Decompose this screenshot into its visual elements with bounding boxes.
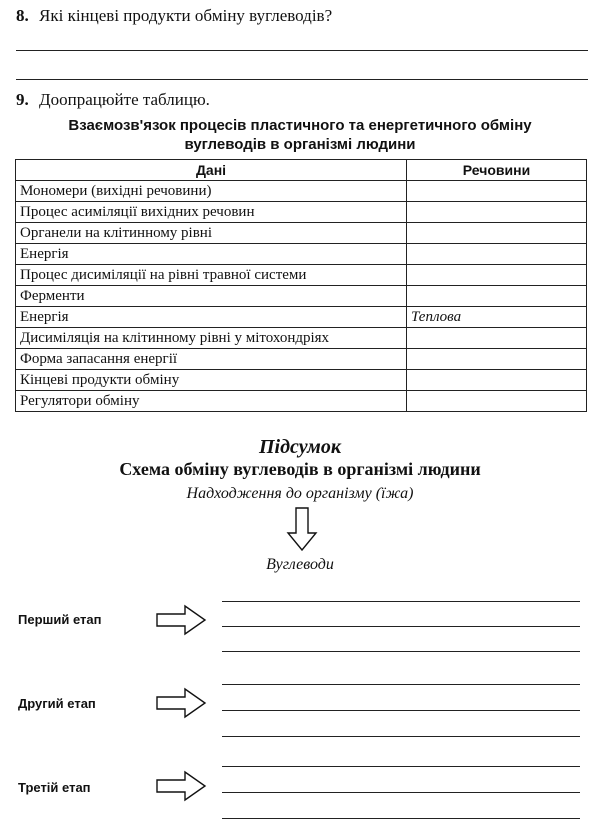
row-label: Енергія bbox=[16, 307, 407, 328]
row-answer-cell[interactable]: Теплова bbox=[407, 307, 587, 328]
answer-line-8-1[interactable] bbox=[16, 50, 588, 51]
table-row bbox=[16, 349, 587, 370]
intake-label: Надходження до організму (їжа) bbox=[186, 485, 414, 502]
table-row bbox=[16, 370, 587, 391]
column-header-data: Дані bbox=[16, 160, 407, 181]
stage-label-third: Третій етап bbox=[18, 780, 91, 795]
table-title-line-1: Взаємозв'язок процесів пластичного та енергетичного обміну bbox=[68, 117, 532, 134]
down-arrow-icon bbox=[287, 507, 317, 551]
table-row bbox=[16, 244, 587, 265]
answer-line-stage-1-1[interactable] bbox=[222, 601, 580, 602]
question-8 bbox=[16, 6, 332, 26]
table-row bbox=[16, 265, 587, 286]
row-answer-cell[interactable] bbox=[407, 202, 587, 223]
row-label: Мономери (вихідні речовини) bbox=[16, 181, 407, 202]
table-row bbox=[16, 391, 587, 412]
right-arrow-icon bbox=[156, 688, 206, 718]
row-label: Кінцеві продукти обміну bbox=[16, 370, 407, 391]
answer-line-stage-1-3[interactable] bbox=[222, 651, 580, 652]
row-answer-cell[interactable] bbox=[407, 286, 587, 307]
column-header-substances: Речовини bbox=[407, 160, 587, 181]
answer-line-stage-3-3[interactable] bbox=[222, 818, 580, 819]
question-9 bbox=[16, 90, 210, 110]
table-title-line-2: вуглеводів в організмі людини bbox=[184, 136, 416, 153]
table-row bbox=[16, 223, 587, 244]
table-header-row bbox=[16, 160, 587, 181]
summary-title: Підсумок bbox=[259, 436, 341, 458]
right-arrow-icon bbox=[156, 771, 206, 801]
table-row bbox=[16, 328, 587, 349]
answer-line-stage-2-2[interactable] bbox=[222, 710, 580, 711]
question-8-number: 8. bbox=[16, 6, 29, 25]
row-answer-cell[interactable] bbox=[407, 370, 587, 391]
row-answer-cell[interactable] bbox=[407, 265, 587, 286]
row-answer-cell[interactable] bbox=[407, 181, 587, 202]
row-answer-cell[interactable] bbox=[407, 223, 587, 244]
row-label: Процес дисиміляції на рівні травної системи bbox=[16, 265, 407, 286]
answer-line-8-2[interactable] bbox=[16, 79, 588, 80]
answer-line-stage-3-1[interactable] bbox=[222, 766, 580, 767]
answer-line-stage-1-2[interactable] bbox=[222, 626, 580, 627]
table-row bbox=[16, 307, 587, 328]
right-arrow-icon bbox=[156, 605, 206, 635]
metabolism-table bbox=[15, 159, 587, 412]
answer-line-stage-2-1[interactable] bbox=[222, 684, 580, 685]
row-answer-cell[interactable] bbox=[407, 349, 587, 370]
row-label: Форма запасання енергії bbox=[16, 349, 407, 370]
table-row bbox=[16, 202, 587, 223]
question-9-text: Доопрацюйте таблицю. bbox=[39, 90, 210, 109]
stage-label-second: Другий етап bbox=[18, 696, 96, 711]
row-label: Ферменти bbox=[16, 286, 407, 307]
row-label: Органели на клітинному рівні bbox=[16, 223, 407, 244]
row-answer-cell[interactable] bbox=[407, 391, 587, 412]
carbohydrates-label: Вуглеводи bbox=[266, 556, 334, 573]
scheme-title: Схема обміну вуглеводів в організмі людини bbox=[119, 459, 481, 479]
question-9-number: 9. bbox=[16, 90, 29, 109]
row-answer-cell[interactable] bbox=[407, 244, 587, 265]
answer-line-stage-3-2[interactable] bbox=[222, 792, 580, 793]
question-8-text: Які кінцеві продукти обміну вуглеводів? bbox=[39, 6, 333, 25]
row-label: Енергія bbox=[16, 244, 407, 265]
answer-line-stage-2-3[interactable] bbox=[222, 736, 580, 737]
row-answer-cell[interactable] bbox=[407, 328, 587, 349]
row-label: Дисиміляція на клітинному рівні у мітохондріях bbox=[16, 328, 407, 349]
table-row bbox=[16, 286, 587, 307]
stage-label-first: Перший етап bbox=[18, 612, 102, 627]
table-row bbox=[16, 181, 587, 202]
row-label: Процес асиміляції вихідних речовин bbox=[16, 202, 407, 223]
table-title bbox=[0, 116, 600, 154]
row-label: Регулятори обміну bbox=[16, 391, 407, 412]
